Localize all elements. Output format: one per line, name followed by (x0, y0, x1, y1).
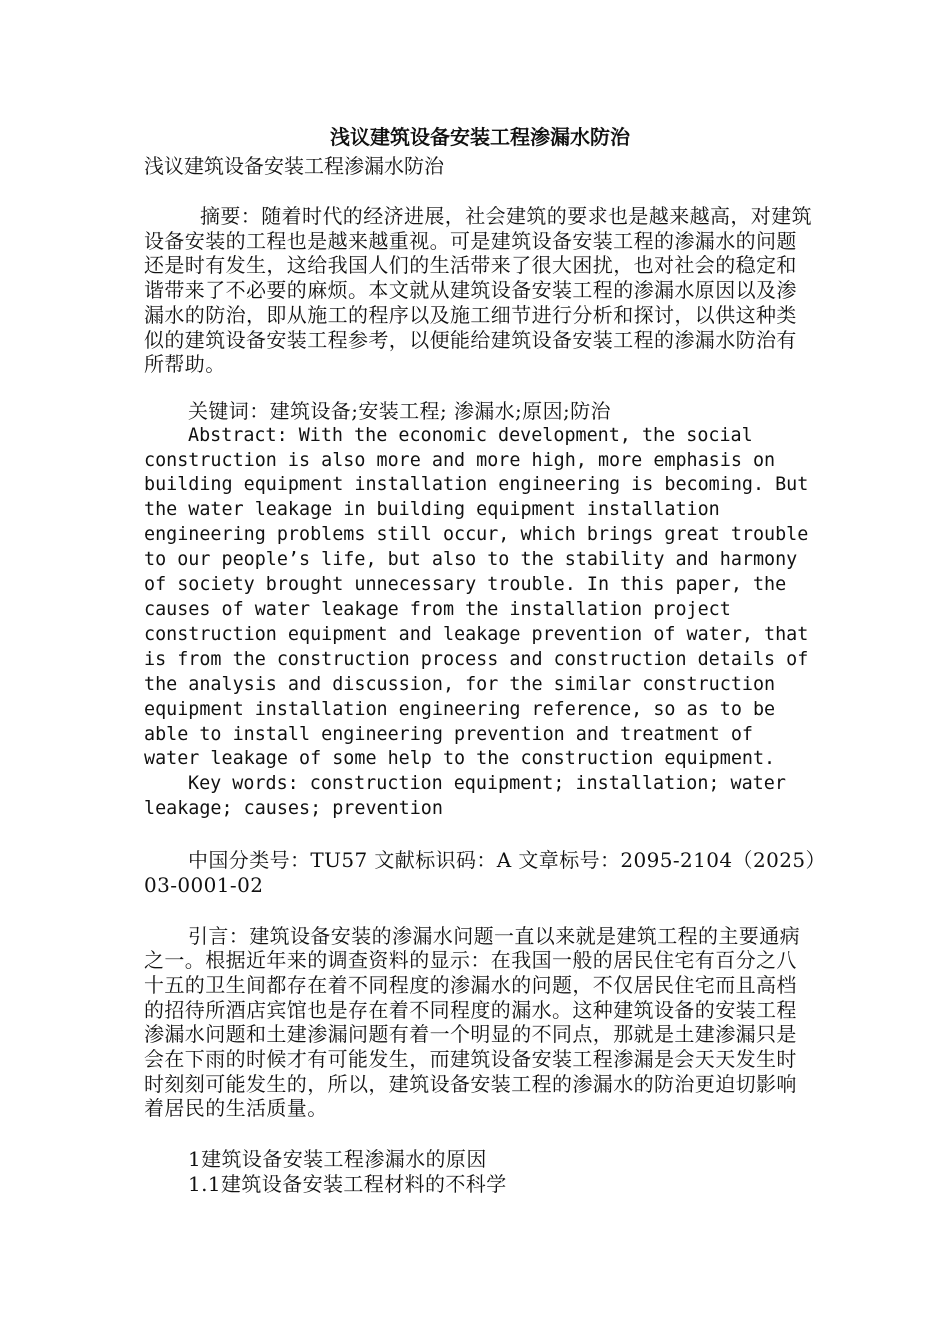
classification-info: 中国分类号：TU57 文献标识码：A 文章标号：2095-2104（2025）03-0001-02 (144, 848, 816, 897)
document-page (144, 122, 816, 1197)
keywords-chinese: 关键词：建筑设备;安装工程; 渗漏水;原因;防治 (188, 398, 611, 423)
introduction: 引言：建筑设备安装的渗漏水问题一直以来就是建筑工程的主要通病之一。根据近年来的调查资料的显示：在我国一般的居民住宅有百分之八十五的卫生间都存在着不同程度的渗漏水的问题，不仅居民住宅而且高档的招待所酒店宾馆也是存在着不同程度的漏水。这种建筑设备的安装工程渗漏水问题和土建渗漏问题有着一个明显的不同点，那就是土建渗漏只是会在下雨的时候才有可能发生，而建筑设备安装工程渗漏是会天天发生时时刻刻可能发生的，所以，建筑设备安装工程的渗漏水的防治更迫切影响着居民的生活质量。 (144, 923, 800, 1121)
keywords-english: Key words: construction equipment; installation; water leakage; causes; prevention (144, 773, 786, 820)
section-heading-1-1: 1.1建筑设备安装工程材料的不科学 (188, 1171, 507, 1196)
section-heading-1: 1建筑设备安装工程渗漏水的原因 (188, 1147, 487, 1172)
document-subtitle: 浅议建筑设备安装工程渗漏水防治 (144, 154, 444, 178)
abstract-english: Abstract: With the economic development, the social construction is also more and more high, more emphasis on building equipment installation engineering is becoming. But the water leakage in building equipment installation engineering problems still occur, which brings great trouble to our people’s life, but also to the stability and harmony of society brought unnecessary trouble. In this paper, the causes of water leakage from the installation project construction equipment and leakage prevention of water, that is from the construction process and construction details of the analysis and discussion, for the similar construction equipment installation engineering reference, so as to be able to install engineering prevention and treatment of water leakage of some help to the construction equipment. (144, 424, 809, 770)
abstract-chinese: 摘要：随着时代的经济进展，社会建筑的要求也是越来越高，对建筑设备安装的工程也是越来越重视。可是建筑设备安装工程的渗漏水的问题还是时有发生，这给我国人们的生活带来了很大困扰，也对社会的稳定和谐带来了不必要的麻烦。本文就从建筑设备安装工程的渗漏水原因以及渗漏水的防治，即从施工的程序以及施工细节进行分析和探讨，以供这种类似的建筑设备安装工程参考，以便能给建筑设备安装工程的渗漏水防治有所帮助。 (144, 204, 812, 377)
document-title: 浅议建筑设备安装工程渗漏水防治 (330, 125, 630, 149)
